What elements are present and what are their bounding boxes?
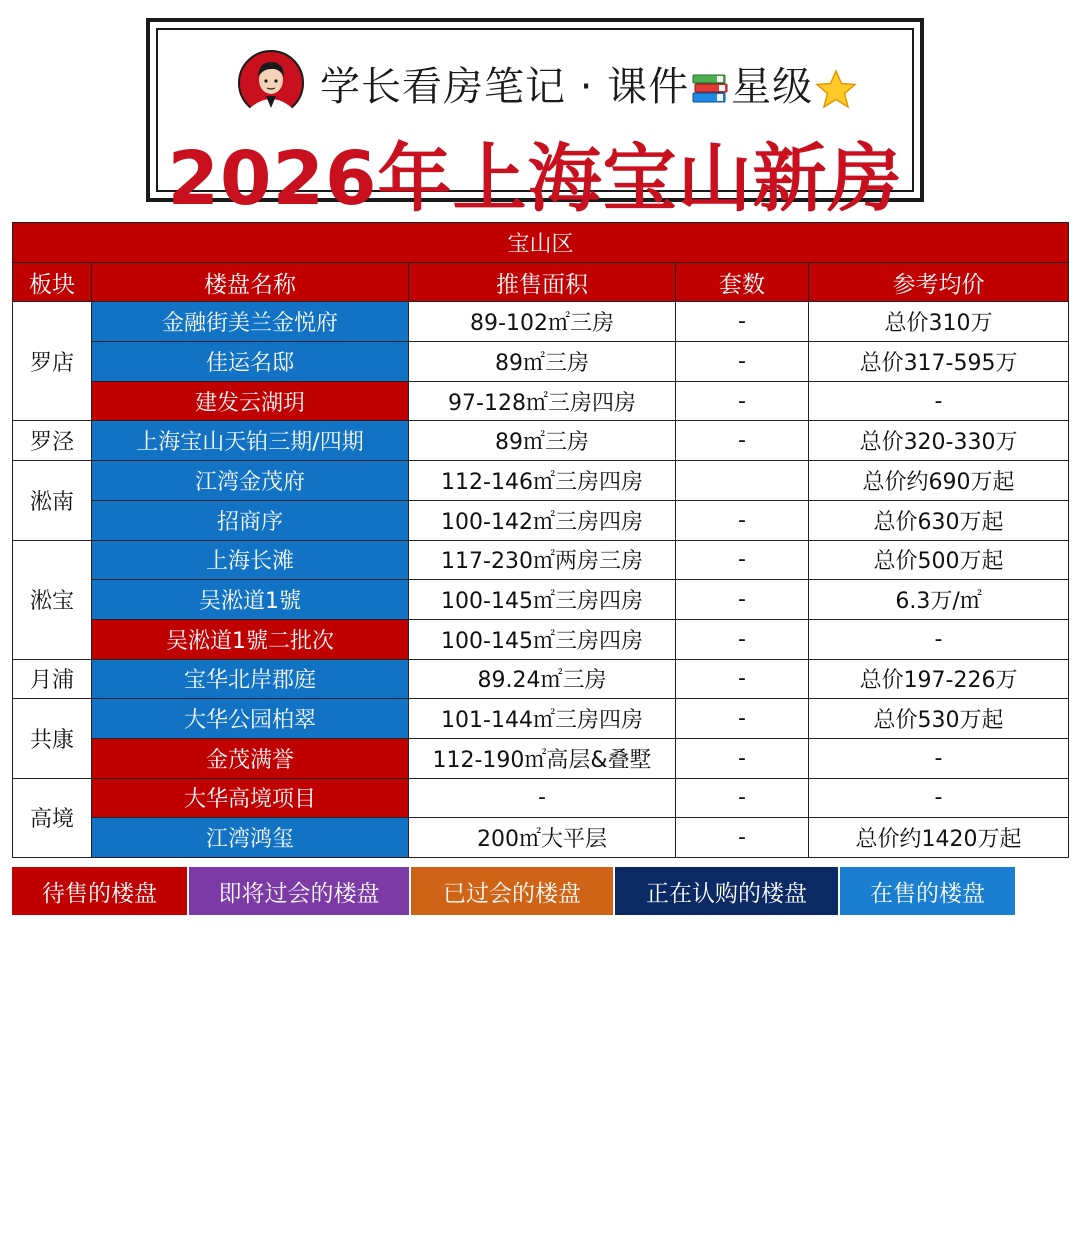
project-name: 吴淞道1號二批次 — [92, 619, 409, 659]
units-cell: - — [676, 778, 809, 818]
area-cell: 112-146㎡三房四房 — [409, 461, 676, 501]
table-row — [13, 540, 1069, 580]
price-cell: - — [809, 619, 1069, 659]
table-row — [13, 421, 1069, 461]
project-name: 宝华北岸郡庭 — [92, 659, 409, 699]
table-row — [13, 302, 1069, 342]
area-cell: 112-190㎡高层&叠墅 — [409, 738, 676, 778]
project-name: 大华公园柏翠 — [92, 699, 409, 739]
legend — [12, 867, 1015, 915]
books-icon — [691, 71, 729, 107]
project-name: 上海长滩 — [92, 540, 409, 580]
col-header-price: 参考均价 — [809, 262, 1069, 302]
project-name: 招商序 — [92, 500, 409, 540]
subtitle-row — [238, 48, 859, 118]
units-cell: - — [676, 302, 809, 342]
units-cell: - — [676, 619, 809, 659]
table-row — [13, 580, 1069, 620]
area-cell: 100-142㎡三房四房 — [409, 500, 676, 540]
area-cell: 200㎡大平层 — [409, 818, 676, 858]
price-cell: 总价310万 — [809, 302, 1069, 342]
column-header-row — [13, 262, 1069, 302]
units-cell: - — [676, 342, 809, 382]
units-cell: - — [676, 421, 809, 461]
project-name: 江湾鸿玺 — [92, 818, 409, 858]
block-cell: 淞南 — [13, 461, 92, 540]
area-cell: 89.24㎡三房 — [409, 659, 676, 699]
project-name: 吴淞道1號 — [92, 580, 409, 620]
area-cell: - — [409, 778, 676, 818]
table-row — [13, 738, 1069, 778]
units-cell: - — [676, 580, 809, 620]
subtitle-part-b: 星级 — [731, 63, 814, 110]
area-cell: 100-145㎡三房四房 — [409, 619, 676, 659]
price-cell: 总价约1420万起 — [809, 818, 1069, 858]
block-cell: 共康 — [13, 699, 92, 778]
table-row — [13, 699, 1069, 739]
project-name: 金融街美兰金悦府 — [92, 302, 409, 342]
units-cell: - — [676, 381, 809, 421]
table-row — [13, 500, 1069, 540]
page-title: 2026年上海宝山新房 — [167, 136, 903, 222]
price-cell: 总价317-595万 — [809, 342, 1069, 382]
table-row — [13, 342, 1069, 382]
area-cell: 117-230㎡两房三房 — [409, 540, 676, 580]
price-cell: - — [809, 381, 1069, 421]
district-row — [13, 223, 1069, 263]
area-cell: 97-128㎡三房四房 — [409, 381, 676, 421]
price-cell: - — [809, 778, 1069, 818]
area-cell: 101-144㎡三房四房 — [409, 699, 676, 739]
legend-upcoming-review: 即将过会的楼盘 — [189, 867, 411, 915]
area-cell: 89㎡三房 — [409, 421, 676, 461]
header-box — [146, 18, 924, 222]
subtitle-part-a: 学长看房笔记 · 课件 — [320, 63, 690, 110]
price-cell: 总价500万起 — [809, 540, 1069, 580]
price-cell: 总价630万起 — [809, 500, 1069, 540]
avatar-icon — [238, 50, 304, 116]
units-cell: - — [676, 738, 809, 778]
units-cell — [676, 461, 809, 501]
project-name: 金茂满誉 — [92, 738, 409, 778]
price-cell: - — [809, 738, 1069, 778]
star-icon — [815, 69, 857, 109]
listing-table — [12, 222, 1069, 858]
table-row — [13, 778, 1069, 818]
legend-subscribing: 正在认购的楼盘 — [615, 867, 840, 915]
block-cell: 罗店 — [13, 302, 92, 421]
units-cell: - — [676, 659, 809, 699]
project-name: 上海宝山天铂三期/四期 — [92, 421, 409, 461]
project-name: 大华高境项目 — [92, 778, 409, 818]
legend-pending: 待售的楼盘 — [12, 867, 189, 915]
legend-reviewed: 已过会的楼盘 — [411, 867, 615, 915]
units-cell: - — [676, 699, 809, 739]
header-inner-border — [156, 28, 914, 222]
project-name: 佳运名邸 — [92, 342, 409, 382]
table-row — [13, 619, 1069, 659]
legend-on-sale: 在售的楼盘 — [840, 867, 1015, 915]
project-name: 江湾金茂府 — [92, 461, 409, 501]
area-cell: 89㎡三房 — [409, 342, 676, 382]
col-header-block: 板块 — [13, 262, 92, 302]
units-cell: - — [676, 500, 809, 540]
price-cell: 总价197-226万 — [809, 659, 1069, 699]
project-name: 建发云湖玥 — [92, 381, 409, 421]
area-cell: 89-102㎡三房 — [409, 302, 676, 342]
block-cell: 罗泾 — [13, 421, 92, 461]
table-row — [13, 381, 1069, 421]
units-cell: - — [676, 540, 809, 580]
district-title: 宝山区 — [13, 223, 1069, 263]
table-row — [13, 818, 1069, 858]
price-cell: 总价约690万起 — [809, 461, 1069, 501]
col-header-area: 推售面积 — [409, 262, 676, 302]
table-row — [13, 461, 1069, 501]
col-header-units: 套数 — [676, 262, 809, 302]
block-cell: 淞宝 — [13, 540, 92, 659]
col-header-name: 楼盘名称 — [92, 262, 409, 302]
units-cell: - — [676, 818, 809, 858]
area-cell: 100-145㎡三房四房 — [409, 580, 676, 620]
block-cell: 月浦 — [13, 659, 92, 699]
block-cell: 高境 — [13, 778, 92, 857]
price-cell: 6.3万/㎡ — [809, 580, 1069, 620]
subtitle — [320, 55, 859, 112]
price-cell: 总价530万起 — [809, 699, 1069, 739]
table-row — [13, 659, 1069, 699]
price-cell: 总价320-330万 — [809, 421, 1069, 461]
